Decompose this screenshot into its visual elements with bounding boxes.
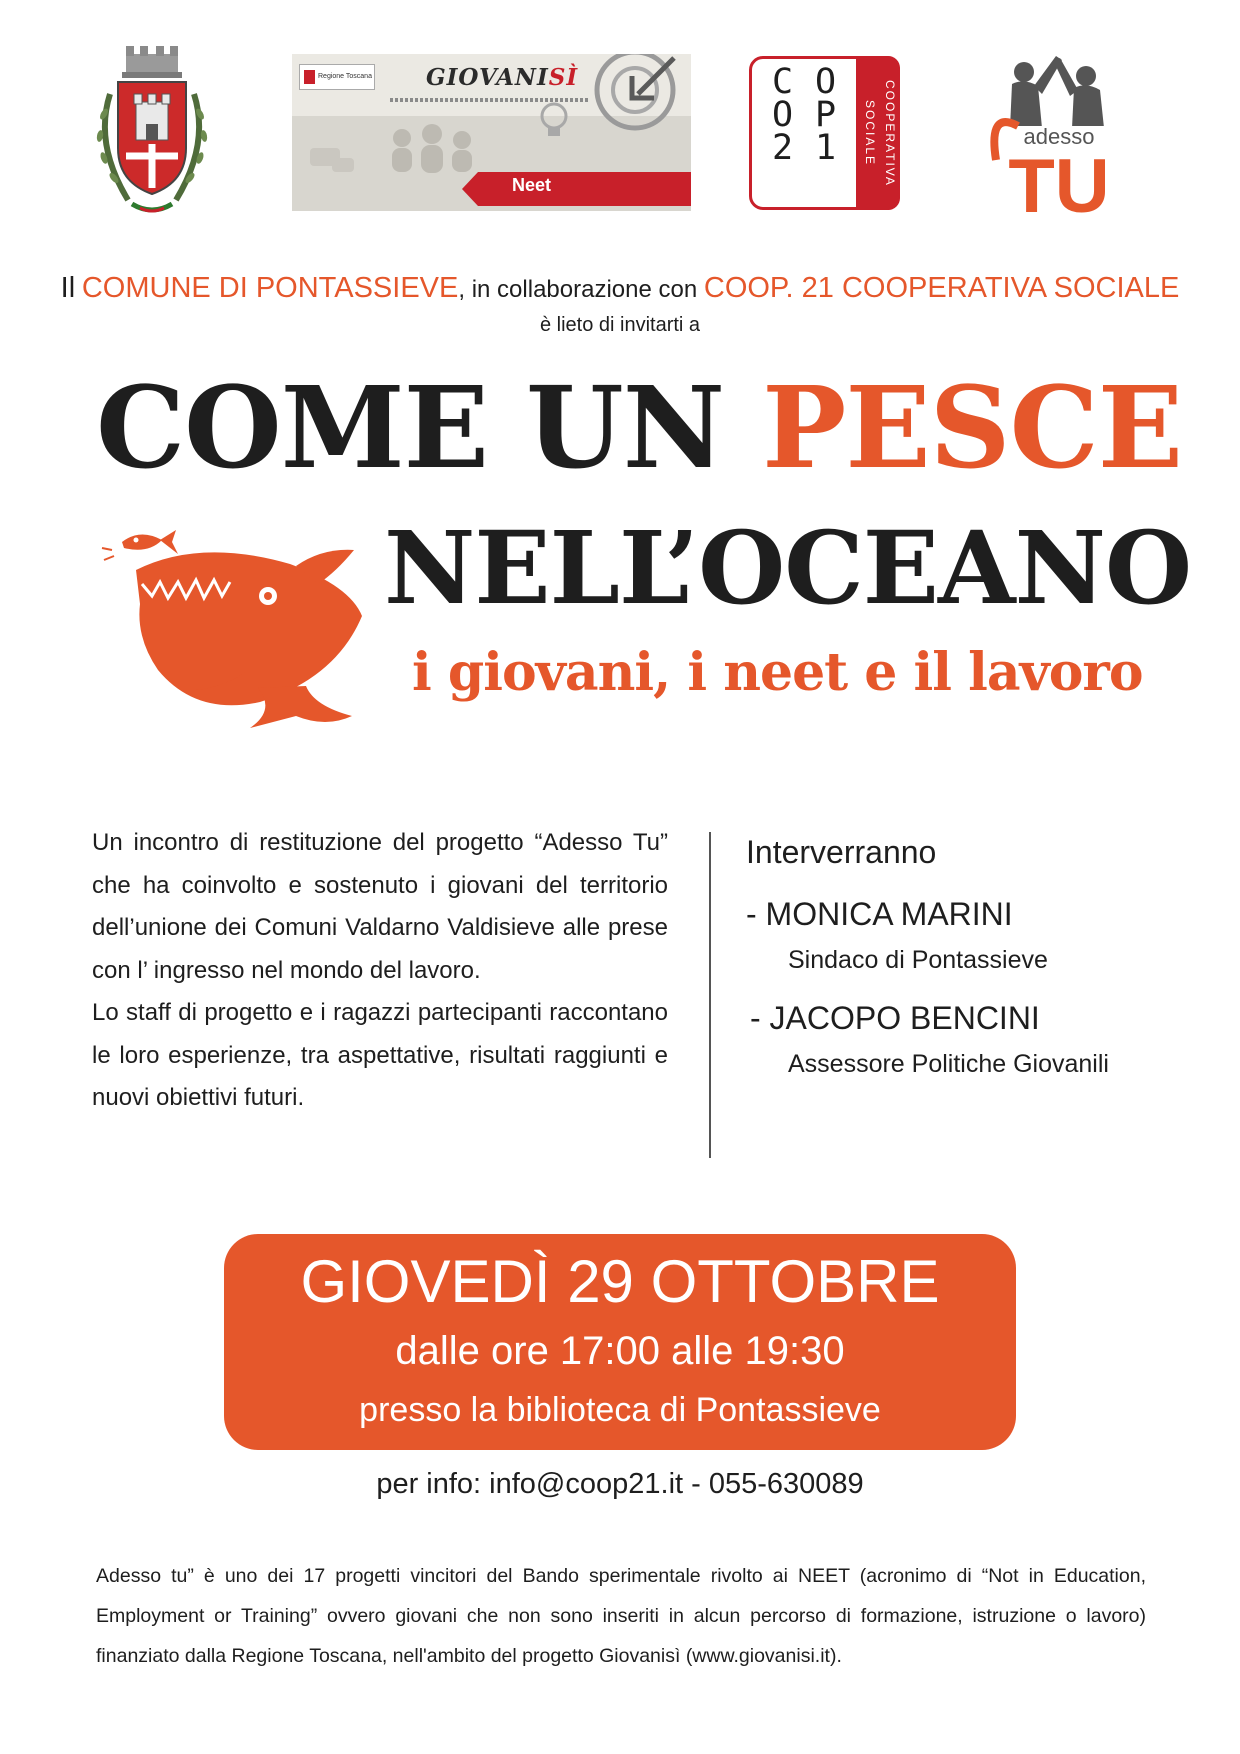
intro-org-coop: COOP. 21 COOPERATIVA SOCIALE <box>703 272 1180 304</box>
title-subtitle: i giovani, i neet e il lavoro <box>412 642 1143 703</box>
event-place: presso la biblioteca di Pontassieve <box>359 1391 881 1429</box>
footnote: Adesso tu” è uno dei 17 progetti vincitori del Bando sperimentale rivolto ai NEET (acronimo di “Not in Education, Employment or Training” ovvero giovani che non sono inseriti in alcun percorso di formazione, istruzione o lavoro) finanziato dalla Regione Toscana, nell'ambito del progetto Giovanisì (www.giovanisi.it). <box>96 1565 1146 1667</box>
column-divider <box>709 832 711 1158</box>
speaker-name: - JACOPO BENCINI <box>750 1000 1040 1036</box>
event-details-box <box>224 1234 1016 1450</box>
speaker-role: Assessore Politiche Giovanili <box>788 1050 1109 1078</box>
adesso-tu-logo <box>982 50 1136 214</box>
speaker-role: Sindaco di Pontassieve <box>788 946 1048 974</box>
intro-middle: , in collaborazione con <box>458 276 698 303</box>
intro-line <box>20 272 1220 305</box>
neet-ribbon <box>478 172 691 206</box>
description-paragraph-2: Lo staff di progetto e i ragazzi partecipanti raccontano le loro esperienze, tra aspettative, risultati raggiunti e nuovi obiettivi futuri. <box>92 999 668 1111</box>
contact-info: per info: info@coop21.it - 055-630089 <box>376 1468 864 1500</box>
event-time: dalle ore 17:00 alle 19:30 <box>395 1329 845 1373</box>
giovanisi-neet-logo <box>292 54 691 211</box>
coop21-logo <box>749 56 900 210</box>
project-description <box>92 822 668 1120</box>
intro-invite-line: è lieto di invitarti a <box>539 314 701 336</box>
regione-toscana-badge: Regione Toscana <box>299 64 375 90</box>
intro-prefix: Il <box>60 272 76 304</box>
adesso-wordmark: adesso <box>1023 124 1095 149</box>
description-paragraph-1: Un incontro di restituzione del progetto “Adesso Tu” che ha coinvolto e sostenuto i giovani del territorio dell’unione dei Comuni Valdarno Valdisieve alle prese con l’ ingresso nel mondo del lavoro. <box>92 829 668 984</box>
neet-label: Neet <box>512 175 552 195</box>
giovanisi-tagline <box>390 98 590 102</box>
giovanisi-wordmark: GIOVANISÌ <box>426 64 579 91</box>
title-part-come-un: COME UN <box>96 363 725 494</box>
coop21-letters: C O O P 2 1 <box>771 62 837 168</box>
speaker-name: - MONICA MARINI <box>746 896 1013 932</box>
coop21-side-text: COOPERATIVA SOCIALE <box>863 79 897 187</box>
title-accent-pesce: PESCE <box>762 363 1183 494</box>
event-date: GIOVEDÌ 29 OTTOBRE <box>300 1248 940 1315</box>
fish-illustration <box>100 520 400 730</box>
intro-org-comune: COMUNE DI PONTASSIEVE <box>81 272 459 304</box>
speakers-heading: Interverranno <box>746 834 937 870</box>
title-line-2: NELL’OCEANO <box>384 509 1192 627</box>
pontassieve-crest-logo <box>88 44 216 220</box>
title-line-1 <box>96 364 1182 494</box>
tu-wordmark: TU <box>1008 144 1110 214</box>
